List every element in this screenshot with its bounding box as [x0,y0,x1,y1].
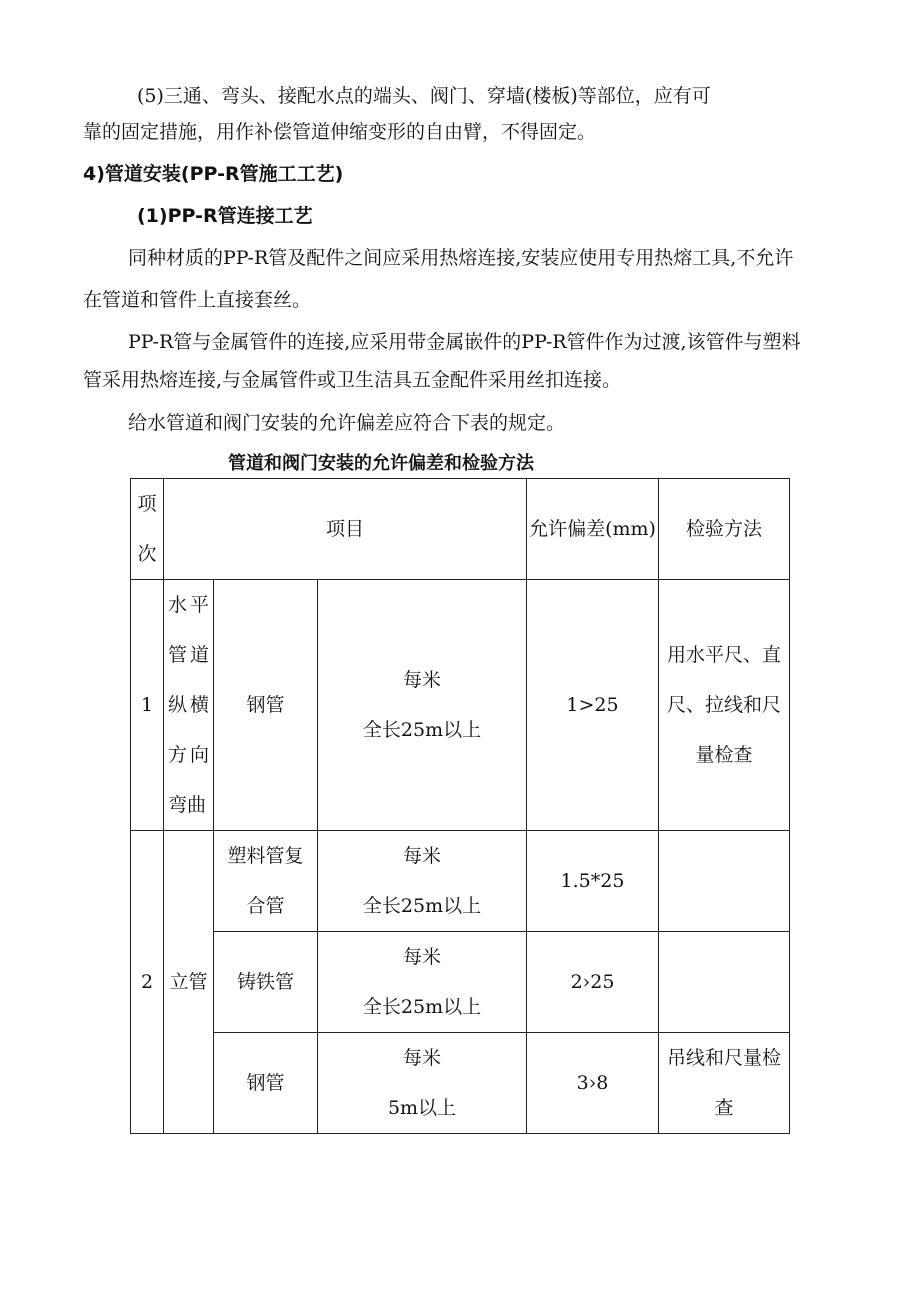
paragraph-hotmelt-line-2: 在管道和管件上直接套丝。 [83,289,312,311]
paragraph-fixing-line-2: 靠的固定措施，用作补偿管道伸缩变形的自由臂，不得固定。 [83,121,597,143]
row2-sub1-deviation: 1.5*25 [527,831,659,932]
row2-sub2-spec: 每米 全长25m以上 [318,932,527,1033]
row2-sub3-pipe: 钢管 [214,1033,318,1134]
row2-sub3-spec: 每米 5m以上 [318,1033,527,1134]
row2-sub2-deviation: 2›25 [527,932,659,1033]
header-no: 项 次 [131,479,164,580]
row2-sub1-spec: 每米 全长25m以上 [318,831,527,932]
row2-category: 立管 [164,831,214,1134]
table-row [131,1033,790,1134]
paragraph-hotmelt-line-1: 同种材质的PP-R管及配件之间应采用热熔连接,安装应使用专用热熔工具,不允许 [128,247,794,269]
deviation-table [130,478,790,1134]
paragraph-fixing-line-1: (5)三通、弯头、接配水点的端头、阀门、穿墙(楼板)等部位，应有可 [137,85,711,107]
row2-sub1-pipe: 塑料管复 合管 [214,831,318,932]
paragraph-metal-line-2: 管采用热熔连接,与金属管件或卫生洁具五金配件采用丝扣连接。 [83,369,622,391]
header-item: 项目 [164,479,527,580]
row1-method: 用水平尺、直 尺、拉线和尺 量检查 [659,580,790,831]
row1-pipe: 钢管 [214,580,318,831]
row1-deviation: 1>25 [527,580,659,831]
header-deviation: 允许偏差(mm) [527,479,659,580]
row1-spec: 每米 全长25m以上 [318,580,527,831]
table-caption: 管道和阀门安装的允许偏差和检验方法 [228,453,534,474]
header-method: 检验方法 [659,479,790,580]
paragraph-metal-line-1: PP-R管与金属管件的连接,应采用带金属嵌件的PP-R管件作为过渡,该管件与塑料 [128,331,801,353]
table-header-row [131,479,790,580]
row2-sub3-deviation: 3›8 [527,1033,659,1134]
table-row [131,580,790,831]
section-heading: 4)管道安装(PP-R管施工工艺) [83,163,344,185]
row2-sub2-method [659,932,790,1033]
row1-category: 水 平 管 道 纵 横 方 向 弯曲 [164,580,214,831]
row2-sub1-method [659,831,790,932]
row2-sub2-pipe: 铸铁管 [214,932,318,1033]
row2-sub3-method: 吊线和尺量检 查 [659,1033,790,1134]
subsection-heading: (1)PP-R管连接工艺 [137,205,313,227]
row2-no: 2 [131,831,164,1134]
paragraph-table-intro: 给水管道和阀门安装的允许偏差应符合下表的规定。 [128,412,566,434]
row1-no: 1 [131,580,164,831]
table-row [131,932,790,1033]
table-row [131,831,790,932]
